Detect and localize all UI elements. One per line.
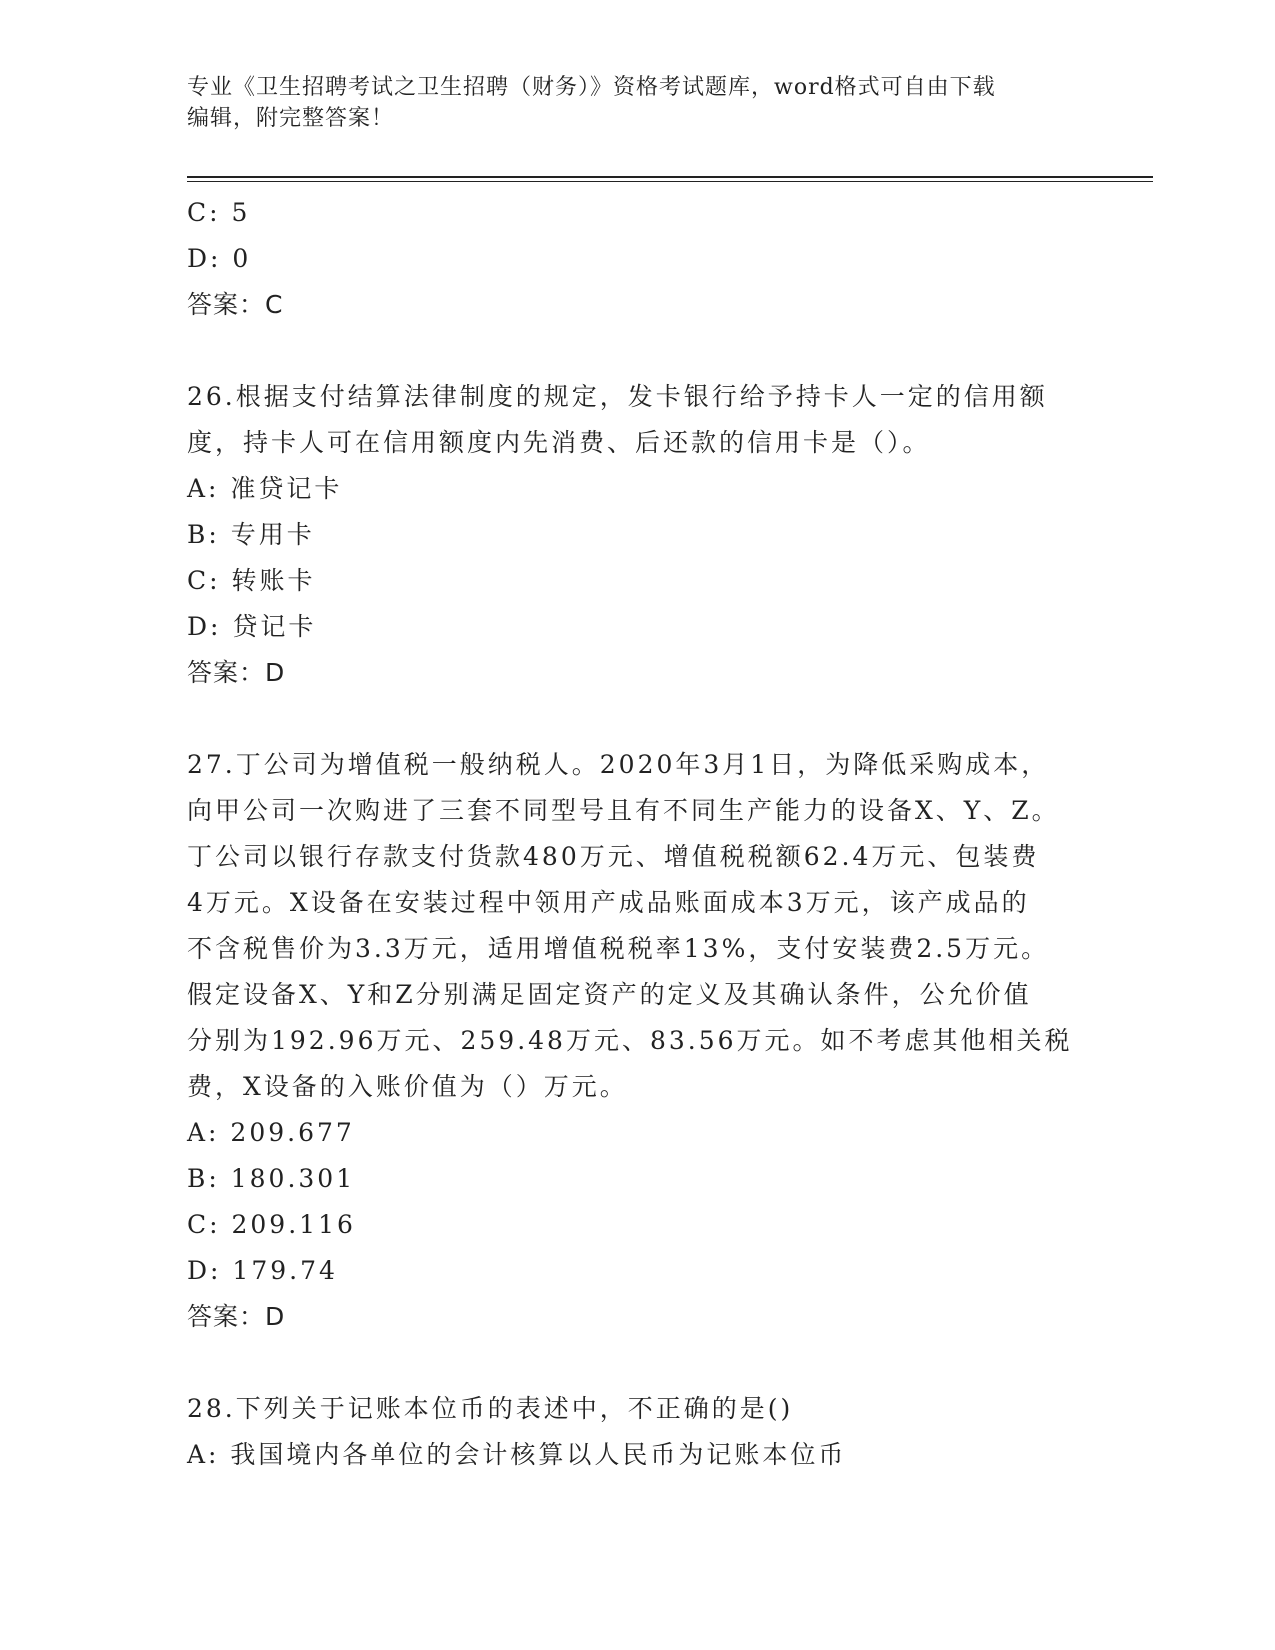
question-stem-line: 向甲公司一次购进了三套不同型号且有不同生产能力的设备X、Y、Z。 [187, 796, 1060, 825]
answer: 答案：D [187, 658, 286, 687]
option-d: D: 贷记卡 [187, 612, 317, 641]
question-stem-line: 度，持卡人可在信用额度内先消费、后还款的信用卡是（）。 [187, 428, 931, 457]
question-stem-line: 不含税售价为3.3万元，适用增值税税率13%，支付安装费2.5万元。 [187, 934, 1050, 963]
header-line-1: 专业《卫生招聘考试之卫生招聘（财务）》资格考试题库，word格式可自由下载 [187, 75, 996, 100]
question-25 [187, 190, 1087, 328]
question-stem-line: 假定设备X、Y和Z分别满足固定资产的定义及其确认条件，公允价值 [187, 980, 1032, 1009]
option-c: C: 转账卡 [187, 566, 316, 595]
option-a: A: 我国境内各单位的会计核算以人民币为记账本位币 [187, 1440, 847, 1469]
option-b: B: 180.301 [187, 1164, 356, 1193]
option-b: B: 专用卡 [187, 520, 315, 549]
question-27 [187, 742, 1087, 1340]
option-c: C: 5 [187, 198, 251, 227]
question-stem-line: 4万元。X设备在安装过程中领用产成品账面成本3万元，该产成品的 [187, 888, 1030, 917]
question-content [187, 190, 1087, 1478]
question-stem-line: 分别为192.96万元、259.48万元、83.56万元。如不考虑其他相关税 [187, 1026, 1073, 1055]
question-26 [187, 374, 1087, 696]
header-line-2: 编辑，附完整答案！ [187, 106, 395, 131]
spacer [187, 328, 1087, 374]
header-rule-thin [187, 181, 1153, 182]
question-stem-line: 丁公司以银行存款支付货款480万元、增值税税额62.4万元、包装费 [187, 842, 1040, 871]
spacer [187, 696, 1087, 742]
question-stem-line: 26.根据支付结算法律制度的规定，发卡银行给予持卡人一定的信用额 [187, 382, 1048, 411]
option-a: A: 209.677 [187, 1118, 355, 1147]
document-header [187, 72, 1067, 134]
answer: 答案：D [187, 1302, 286, 1331]
option-d: D: 179.74 [187, 1256, 338, 1285]
option-a: A: 准贷记卡 [187, 474, 343, 503]
option-c: C: 209.116 [187, 1210, 356, 1239]
header-rule-thick [187, 176, 1153, 178]
answer: 答案：C [187, 290, 284, 319]
question-stem-line: 27.丁公司为增值税一般纳税人。2020年3月1日，为降低采购成本， [187, 750, 1050, 779]
question-stem-line: 费，X设备的入账价值为（）万元。 [187, 1072, 628, 1101]
option-d: D: 0 [187, 244, 252, 273]
spacer [187, 1340, 1087, 1386]
question-28 [187, 1386, 1087, 1478]
question-stem-line: 28.下列关于记账本位币的表述中，不正确的是() [187, 1394, 794, 1423]
